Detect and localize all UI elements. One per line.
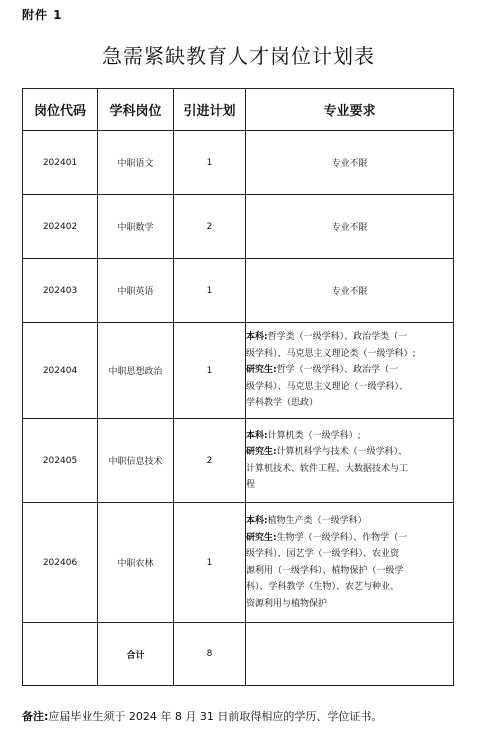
requirement-text: 计算机类（一级学科）; <box>267 430 361 441</box>
total-code-cell <box>23 623 98 686</box>
row-plan: 1 <box>174 259 246 323</box>
requirement-label: 本科: <box>246 516 268 526</box>
header-plan: 引进计划 <box>174 89 246 131</box>
requirement-line <box>331 287 367 297</box>
row-plan: 2 <box>174 195 246 259</box>
footnote-label: 备注: <box>22 710 49 723</box>
requirement-text: 级学科）、马克思主义理论类（一级学科）; <box>246 348 416 359</box>
table-header-row <box>23 89 454 131</box>
row-subject: 中职数学 <box>98 195 174 259</box>
header-requirements: 专业要求 <box>246 89 454 131</box>
requirement-text: 哲学类（一级学科）、政治学类（一 <box>267 332 408 343</box>
requirement-text: 级学科）、马克思主义理论（一级学科）、 <box>246 381 409 392</box>
row-code: 202406 <box>23 503 98 623</box>
requirement-text: 程 <box>246 480 256 490</box>
requirement-text: 哲学（一级学科）、政治学（一 <box>276 365 399 376</box>
row-code: 202402 <box>23 195 98 259</box>
requirement-label: 研究生: <box>246 365 277 376</box>
requirement-line <box>246 513 453 530</box>
footnote <box>22 708 382 724</box>
row-requirements <box>246 323 454 419</box>
header-code: 岗位代码 <box>23 89 98 131</box>
row-code: 202401 <box>23 131 98 195</box>
row-requirements <box>246 419 454 503</box>
requirement-text: 级学科）、园艺学（一级学科）、农业资 <box>246 549 400 559</box>
table-row <box>23 419 454 503</box>
requirement-label: 本科: <box>246 430 268 441</box>
requirement-line <box>246 395 453 412</box>
requirement-line <box>246 563 453 580</box>
requirement-line <box>331 159 367 169</box>
requirement-text: 计算机技术、软件工程、大数据技术与工 <box>246 463 409 474</box>
requirement-text: 专业不限 <box>331 223 368 233</box>
row-subject: 中职英语 <box>98 259 174 323</box>
table-row <box>23 131 454 195</box>
row-requirements <box>246 131 454 195</box>
header-subject: 学科岗位 <box>98 89 174 131</box>
requirement-line <box>246 546 453 563</box>
requirement-text: 专业不限 <box>331 159 368 169</box>
requirement-label: 本科: <box>246 332 268 343</box>
row-requirements <box>246 195 454 259</box>
requirement-line <box>246 477 453 494</box>
row-code: 202405 <box>23 419 98 503</box>
total-req-cell <box>246 623 454 686</box>
page-title: 急需紧缺教育人才岗位计划表 <box>102 44 375 68</box>
total-row <box>23 623 454 686</box>
row-subject: 中职信息技术 <box>98 419 174 503</box>
requirement-text: 科）、学科教学（生物）、农艺与种业、 <box>246 582 400 592</box>
requirement-line <box>246 596 453 613</box>
requirement-text: 源利用（一级学科）、植物保护（一级学 <box>246 565 404 576</box>
requirement-line <box>246 579 453 596</box>
plan-table <box>22 88 454 686</box>
requirement-text: 计算机科学与技术（一级学科）、 <box>276 447 408 457</box>
row-subject: 中职思想政治 <box>98 323 174 419</box>
requirement-text: 植物生产类（一级学科） <box>267 516 367 526</box>
requirement-text: 生物学（一级学科）、作物学（一 <box>276 532 408 543</box>
total-label: 合计 <box>98 623 174 686</box>
row-requirements <box>246 259 454 323</box>
row-plan: 1 <box>174 323 246 419</box>
requirement-line <box>246 329 453 346</box>
requirement-line <box>246 428 453 445</box>
table-row <box>23 323 454 419</box>
row-plan: 2 <box>174 419 246 503</box>
row-requirements <box>246 503 454 623</box>
attachment-label: 附件 1 <box>22 8 63 22</box>
requirement-line <box>246 461 453 478</box>
requirement-line <box>246 362 453 379</box>
requirement-text: 学科教学（思政） <box>246 398 319 409</box>
row-subject: 中职农林 <box>98 503 174 623</box>
requirement-line <box>331 223 367 233</box>
row-plan: 1 <box>174 131 246 195</box>
requirement-line <box>246 444 453 461</box>
table-row <box>23 195 454 259</box>
table-row <box>23 503 454 623</box>
row-code: 202403 <box>23 259 98 323</box>
requirement-text: 专业不限 <box>331 287 368 297</box>
requirement-line <box>246 346 453 363</box>
row-code: 202404 <box>23 323 98 419</box>
requirement-label: 研究生: <box>246 447 277 457</box>
requirement-text: 资源利用与植物保护 <box>246 598 328 609</box>
requirement-line <box>246 530 453 547</box>
requirement-label: 研究生: <box>246 532 277 543</box>
row-plan: 1 <box>174 503 246 623</box>
requirement-line <box>246 379 453 396</box>
row-subject: 中职语文 <box>98 131 174 195</box>
total-plan: 8 <box>174 623 246 686</box>
footnote-text: 应届毕业生须于 2024 年 8 月 31 日前取得相应的学历、学位证书。 <box>48 710 383 723</box>
table-row <box>23 259 454 323</box>
